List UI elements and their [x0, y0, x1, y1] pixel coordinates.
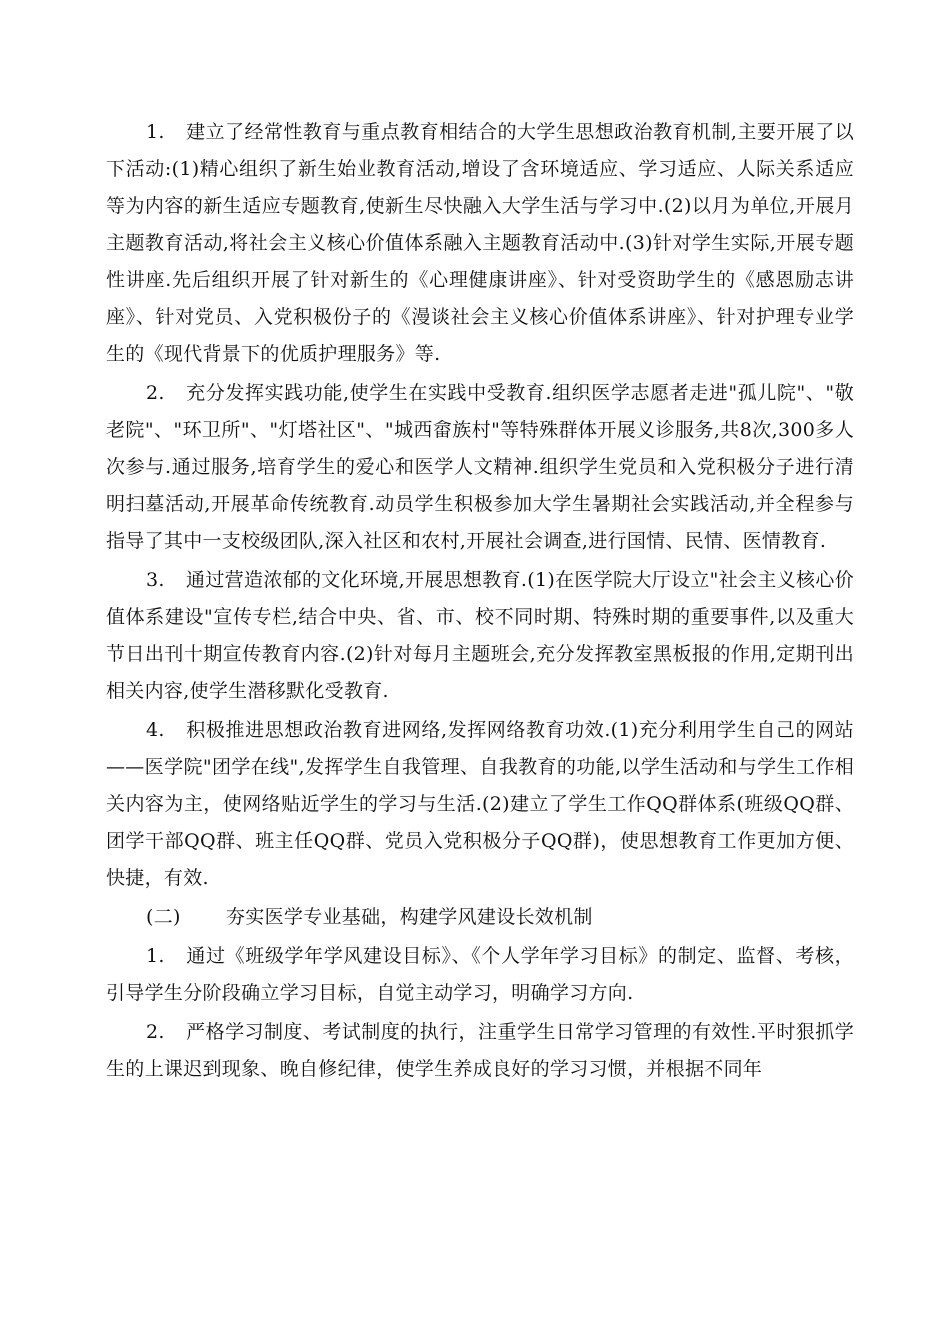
- section-heading: [106, 899, 854, 936]
- sub-paragraph-1: [106, 938, 854, 1012]
- paragraph-number: 1.: [146, 945, 165, 967]
- section-heading-text: 夯实医学专业基础，构建学风建设长效机制: [226, 906, 593, 928]
- paragraph-number: 2.: [146, 382, 165, 404]
- paragraph-text: 充分发挥实践功能,使学生在实践中受教育.组织医学志愿者走进"孤儿院"、"敬老院"、"环卫所"、"灯塔社区"、"城西畲族村"等特殊群体开展义诊服务,共8次,300多人次参与.通过服务,培育学生的爱心和医学人文精神.组织学生党员和入党积极分子进行清明扫墓活动,开展革命传统教育.动员学生积极参加大学生暑期社会实践活动,并全程参与指导了其中一支校级团队,深入社区和农村,开展社会调查,进行国情、民情、医情教育.: [106, 382, 854, 552]
- section-heading-number: (二): [146, 906, 181, 928]
- paragraph-number: 1.: [146, 121, 165, 143]
- paragraph-number: 3.: [146, 569, 165, 591]
- paragraph-2: [106, 375, 854, 560]
- paragraph-number: 2.: [146, 1021, 165, 1043]
- paragraph-text: 通过营造浓郁的文化环境,开展思想教育.(1)在医学院大厅设立"社会主义核心价值体系建设"宣传专栏,结合中央、省、市、校不同时期、特殊时期的重要事件,以及重大节日出刊十期宣传教育内容.(2)针对每月主题班会,充分发挥教室黑板报的作用,定期刊出相关内容,使学生潜移默化受教育.: [106, 569, 854, 702]
- paragraph-3: [106, 562, 854, 710]
- paragraph-text: 积极推进思想政治教育进网络,发挥网络教育功效.(1)充分利用学生自己的网站——医学院"团学在线",发挥学生自我管理、自我教育的功能,以学生活动和与学生工作相关内容为主，使网络贴近学生的学习与生活.(2)建立了学生工作QQ群体系(班级QQ群、团学干部QQ群、班主任QQ群、党员入党积极分子QQ群)，使思想教育工作更加方便、快捷，有效.: [106, 719, 854, 889]
- paragraph-text: 建立了经常性教育与重点教育相结合的大学生思想政治教育机制,主要开展了以下活动:(1)精心组织了新生始业教育活动,增设了含环境适应、学习适应、人际关系适应等为内容的新生适应专题教育,使新生尽快融入大学生活与学习中.(2)以月为单位,开展月主题教育活动,将社会主义核心价值体系融入主题教育活动中.(3)针对学生实际,开展专题性讲座.先后组织开展了针对新生的《心理健康讲座》、针对受资助学生的《感恩励志讲座》、针对党员、入党积极份子的《漫谈社会主义核心价值体系讲座》、针对护理专业学生的《现代背景下的优质护理服务》等.: [106, 121, 854, 365]
- paragraph-text: 通过《班级学年学风建设目标》、《个人学年学习目标》的制定、监督、考核，引导学生分阶段确立学习目标，自觉主动学习，明确学习方向.: [106, 945, 854, 1004]
- sub-paragraph-2: [106, 1014, 854, 1088]
- paragraph-number: 4.: [146, 719, 165, 741]
- document-body: [106, 114, 854, 1088]
- paragraph-4: [106, 712, 854, 897]
- paragraph-text: 严格学习制度、考试制度的执行，注重学生日常学习管理的有效性.平时狠抓学生的上课迟到现象、晚自修纪律，使学生养成良好的学习习惯，并根据不同年: [106, 1021, 854, 1080]
- paragraph-1: [106, 114, 854, 373]
